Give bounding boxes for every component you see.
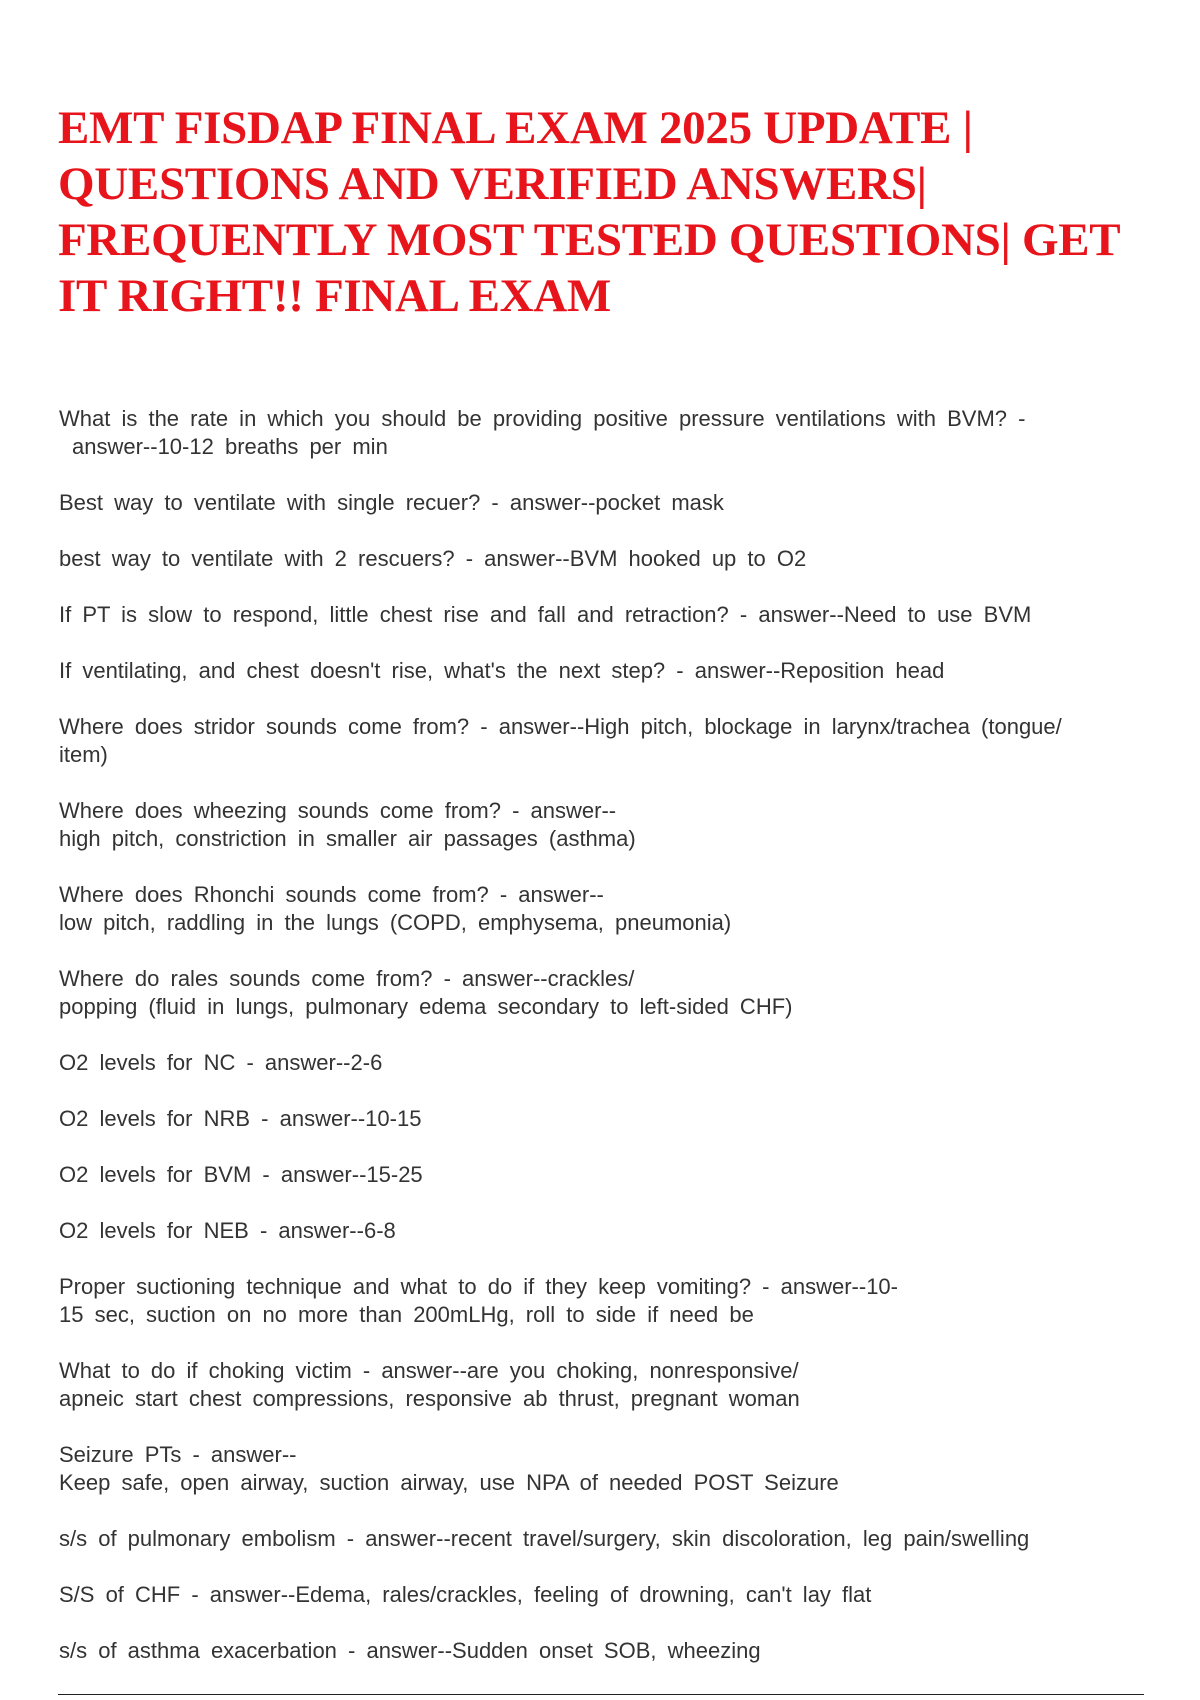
qa-line: s/s of asthma exacerbation - answer--Sudden onset SOB, wheezing — [59, 1638, 761, 1663]
qa-line: apneic start chest compressions, responsive ab thrust, pregnant woman — [59, 1386, 800, 1411]
qa-item — [59, 1161, 1169, 1189]
qa-line: O2 levels for BVM - answer--15-25 — [59, 1162, 423, 1187]
qa-line: Where do rales sounds come from? - answer--crackles/ — [59, 966, 635, 991]
qa-line: best way to ventilate with 2 rescuers? - answer--BVM hooked up to O2 — [59, 546, 807, 571]
qa-line: What to do if choking victim - answer--are you choking, nonresponsive/ — [59, 1358, 799, 1383]
qa-list — [59, 405, 1169, 1665]
qa-item — [59, 657, 1169, 685]
qa-item — [59, 1525, 1169, 1553]
page-bottom-divider — [58, 1694, 1144, 1695]
qa-item — [59, 797, 1169, 853]
title-line: EMT FISDAP FINAL EXAM 2025 UPDATE | — [58, 102, 973, 154]
qa-line: O2 levels for NRB - answer--10-15 — [59, 1106, 422, 1131]
qa-line: Seizure PTs - answer-- — [59, 1442, 297, 1467]
qa-line: Where does wheezing sounds come from? - answer-- — [59, 798, 617, 823]
qa-line: high pitch, constriction in smaller air passages (asthma) — [59, 826, 636, 851]
qa-item — [59, 545, 1169, 573]
qa-item — [59, 713, 1169, 769]
qa-line: If PT is slow to respond, little chest rise and fall and retraction? - answer--Need to use BVM — [59, 602, 1032, 627]
qa-item — [59, 1273, 1169, 1329]
qa-item — [59, 601, 1169, 629]
qa-line: popping (fluid in lungs, pulmonary edema secondary to left-sided CHF) — [59, 994, 793, 1019]
qa-line: O2 levels for NC - answer--2-6 — [59, 1050, 383, 1075]
qa-line: O2 levels for NEB - answer--6-8 — [59, 1218, 396, 1243]
qa-item — [59, 1441, 1169, 1497]
qa-item — [59, 1049, 1169, 1077]
title-line: FREQUENTLY MOST TESTED QUESTIONS| GET — [58, 214, 1121, 266]
qa-line: If ventilating, and chest doesn't rise, what's the next step? - answer--Reposition head — [59, 658, 945, 683]
qa-item — [59, 1105, 1169, 1133]
qa-line: S/S of CHF - answer--Edema, rales/crackles, feeling of drowning, can't lay flat — [59, 1582, 872, 1607]
qa-item — [59, 1581, 1169, 1609]
qa-line: Where does stridor sounds come from? - answer--High pitch, blockage in larynx/trachea (tongue/ — [59, 714, 1062, 739]
qa-item — [59, 1637, 1169, 1665]
qa-item — [59, 405, 1169, 461]
qa-line: Where does Rhonchi sounds come from? - answer-- — [59, 882, 604, 907]
qa-item — [59, 965, 1169, 1021]
qa-item — [59, 1357, 1169, 1413]
qa-line: 15 sec, suction on no more than 200mLHg, roll to side if need be — [59, 1302, 754, 1327]
page-title — [58, 100, 1168, 324]
qa-item — [59, 1217, 1169, 1245]
qa-line: Proper suctioning technique and what to do if they keep vomiting? - answer--10- — [59, 1274, 898, 1299]
title-line: IT RIGHT!! FINAL EXAM — [58, 270, 611, 322]
title-line: QUESTIONS AND VERIFIED ANSWERS| — [58, 158, 927, 210]
qa-line: low pitch, raddling in the lungs (COPD, emphysema, pneumonia) — [59, 910, 732, 935]
qa-answer-line: answer--10-12 breaths per min — [72, 434, 388, 459]
qa-line: Keep safe, open airway, suction airway, use NPA of needed POST Seizure — [59, 1470, 839, 1495]
qa-line: item) — [59, 742, 108, 767]
qa-line: s/s of pulmonary embolism - answer--recent travel/surgery, skin discoloration, leg pain/swelling — [59, 1526, 1030, 1551]
qa-line: Best way to ventilate with single recuer? - answer--pocket mask — [59, 490, 724, 515]
qa-question-line: What is the rate in which you should be providing positive pressure ventilations with BVM? - — [59, 406, 1026, 431]
qa-item — [59, 881, 1169, 937]
qa-item — [59, 489, 1169, 517]
